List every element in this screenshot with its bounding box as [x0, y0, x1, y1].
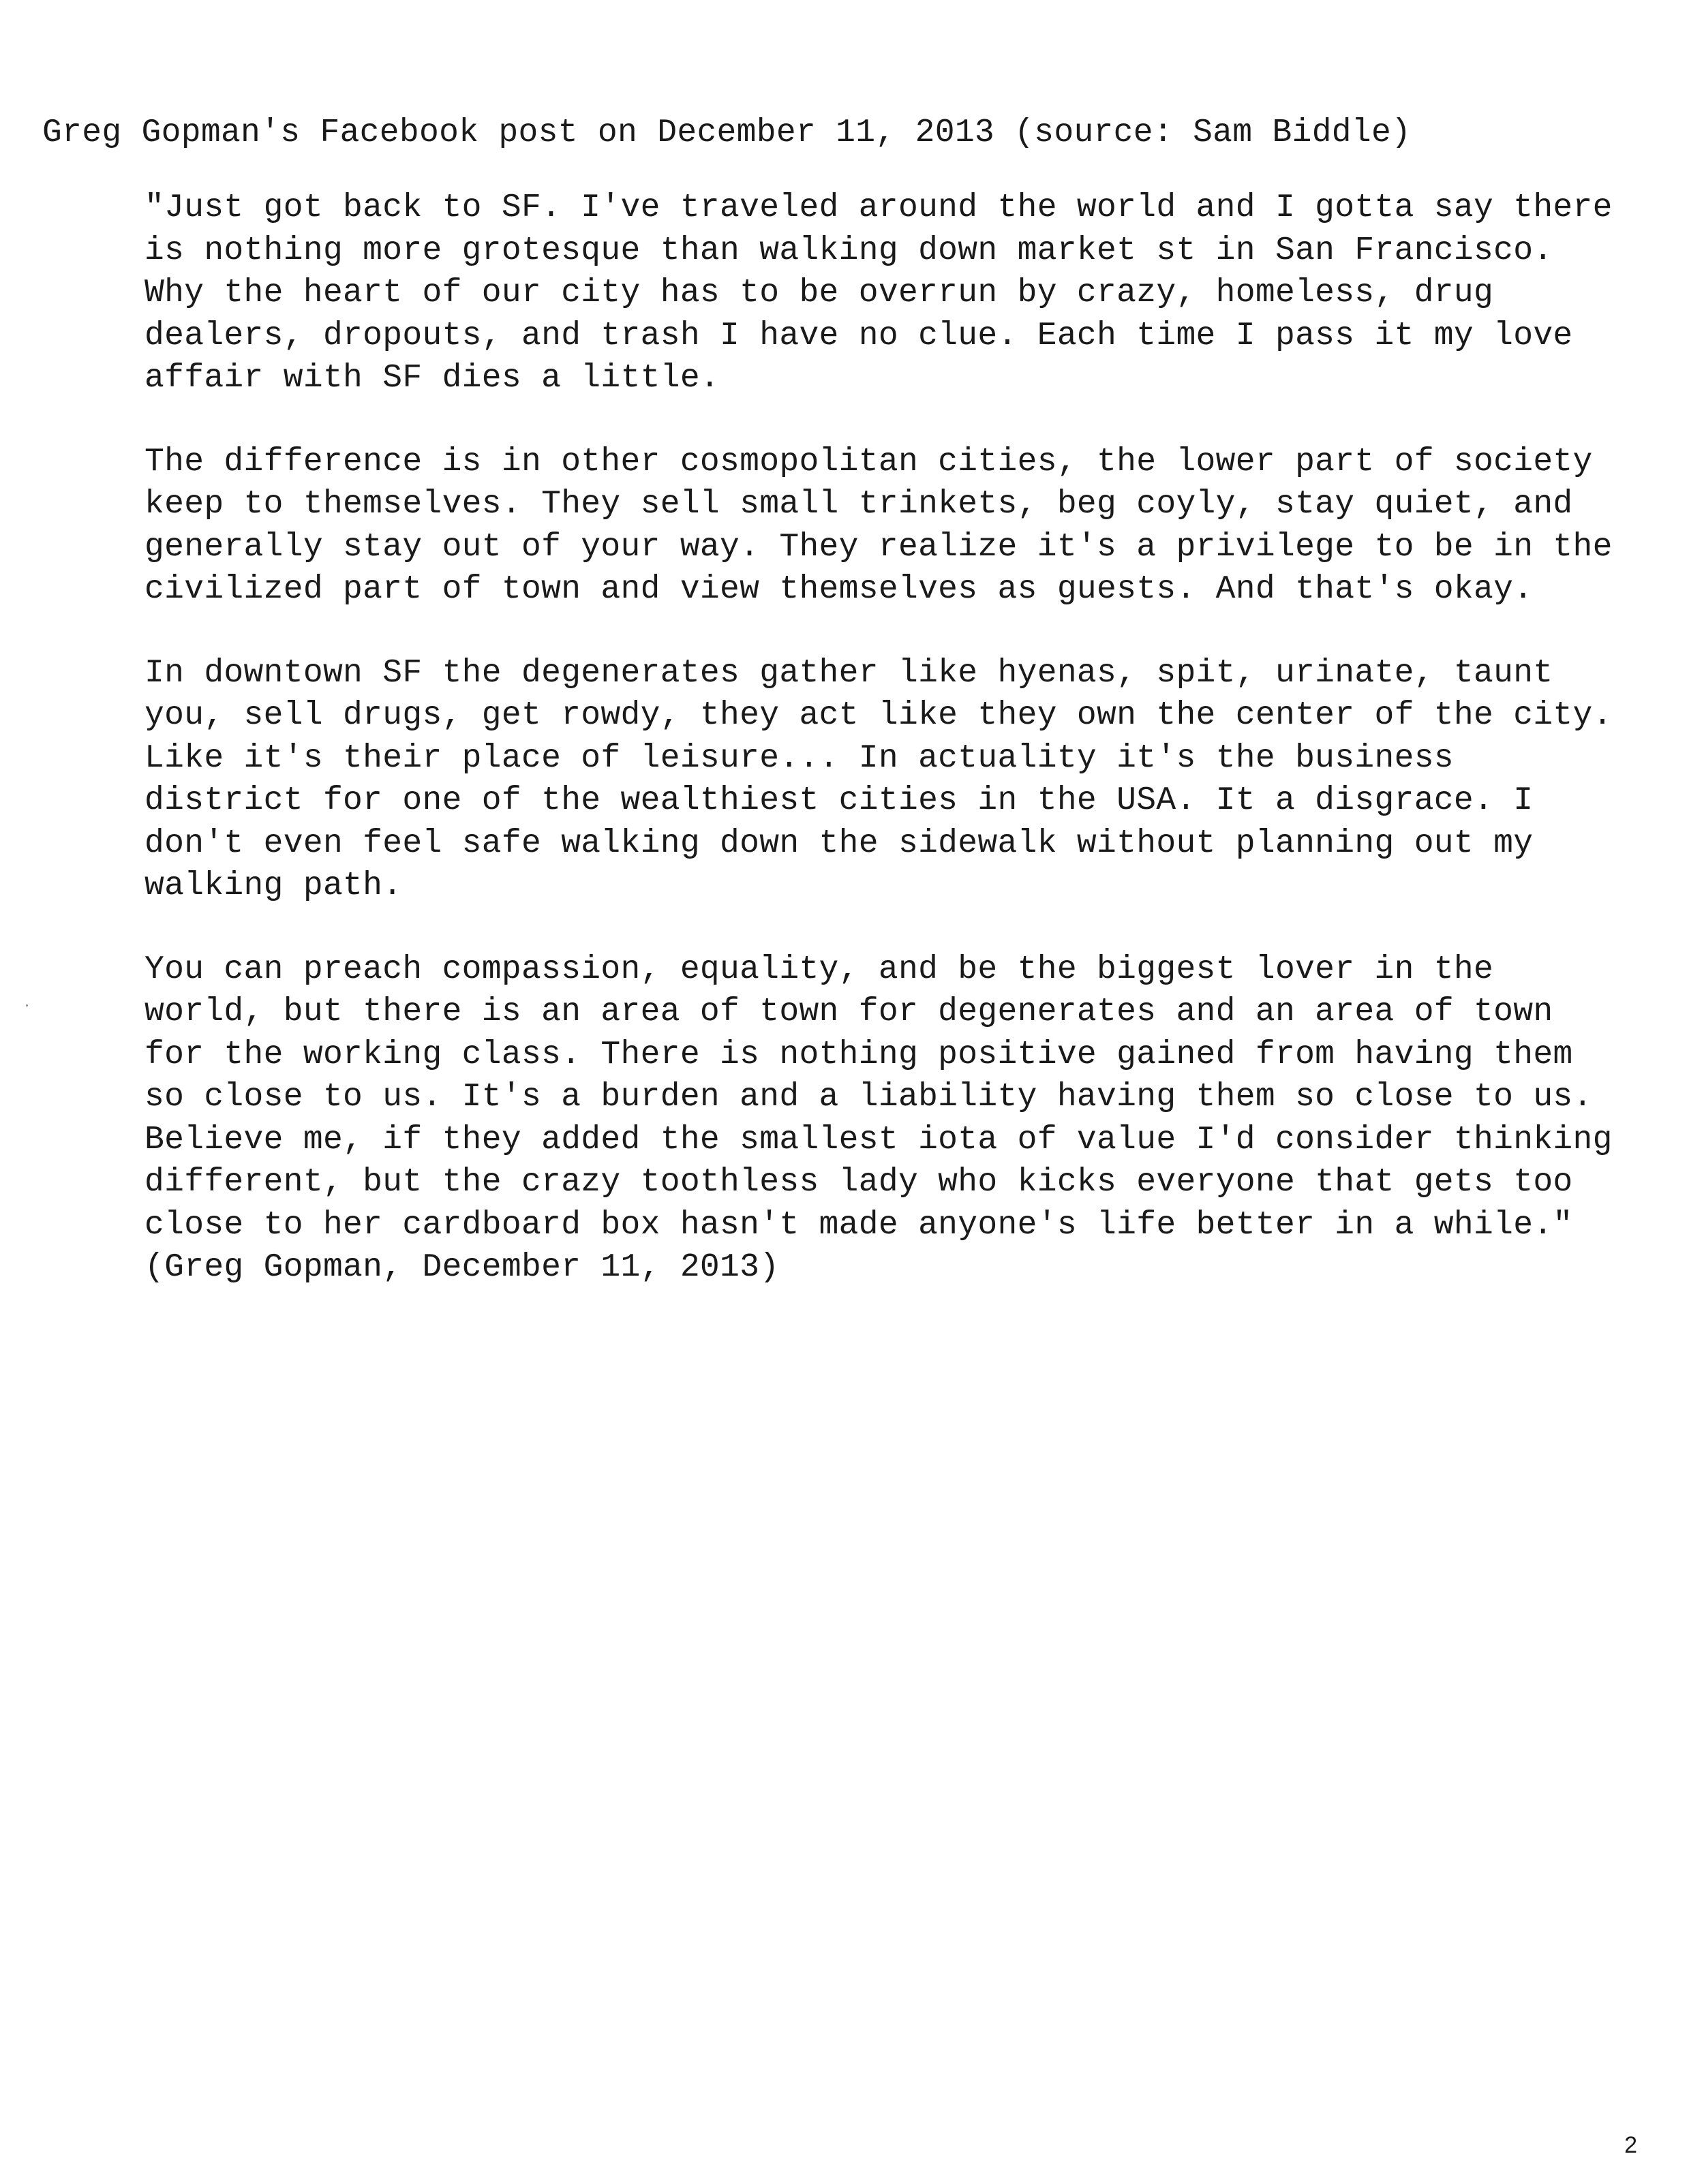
text-line: different, but the crazy toothless lady who kicks everyone that gets too: [144, 1164, 1573, 1201]
text-line: generally stay out of your way. They realize it's a privilege to be in the: [144, 528, 1613, 566]
text-line: district for one of the wealthiest cities in the USA. It a disgrace. I: [144, 782, 1534, 819]
page-number: 2: [1624, 2132, 1637, 2158]
paragraph-3: [144, 652, 1685, 908]
text-line: (Greg Gopman, December 11, 2013): [144, 1249, 780, 1286]
text-line: civilized part of town and view themselves as guests. And that's okay.: [144, 571, 1534, 608]
quoted-post: [144, 187, 1685, 1289]
text-line: "Just got back to SF. I've traveled around the world and I gotta say there: [144, 189, 1613, 226]
text-line: so close to us. It's a burden and a liability having them so close to us.: [144, 1079, 1593, 1116]
document-heading: Greg Gopman's Facebook post on December 11, 2013 (source: Sam Biddle): [42, 114, 1412, 151]
text-line: Why the heart of our city has to be overrun by crazy, homeless, drug: [144, 275, 1494, 311]
text-line: for the working class. There is nothing positive gained from having them: [144, 1036, 1573, 1073]
text-line: affair with SF dies a little.: [144, 360, 720, 397]
text-line: The difference is in other cosmopolitan cities, the lower part of society: [144, 443, 1593, 480]
text-line: dealers, dropouts, and trash I have no clue. Each time I pass it my love: [144, 317, 1573, 354]
text-line: you, sell drugs, get rowdy, they act like they own the center of the city.: [144, 697, 1613, 734]
text-line: is nothing more grotesque than walking down market st in San Francisco.: [144, 232, 1553, 269]
paragraph-4: [144, 949, 1685, 1289]
paragraph-2: [144, 441, 1685, 611]
text-line: Believe me, if they added the smallest iota of value I'd consider thinking: [144, 1121, 1613, 1158]
text-line: world, but there is an area of town for degenerates and an area of town: [144, 994, 1553, 1030]
text-line: Like it's their place of leisure... In actuality it's the business: [144, 739, 1454, 777]
paragraph-1: [144, 187, 1685, 400]
text-line: close to her cardboard box hasn't made anyone's life better in a while.": [144, 1206, 1573, 1244]
text-line: You can preach compassion, equality, and be the biggest lover in the: [144, 951, 1494, 988]
text-line: keep to themselves. They sell small trinkets, beg coyly, stay quiet, and: [144, 486, 1573, 523]
text-line: don't even feel safe walking down the sidewalk without planning out my: [144, 825, 1534, 862]
text-line: In downtown SF the degenerates gather like hyenas, spit, urinate, taunt: [144, 654, 1553, 692]
scan-speck: [26, 1004, 28, 1006]
text-line: walking path.: [144, 867, 403, 904]
